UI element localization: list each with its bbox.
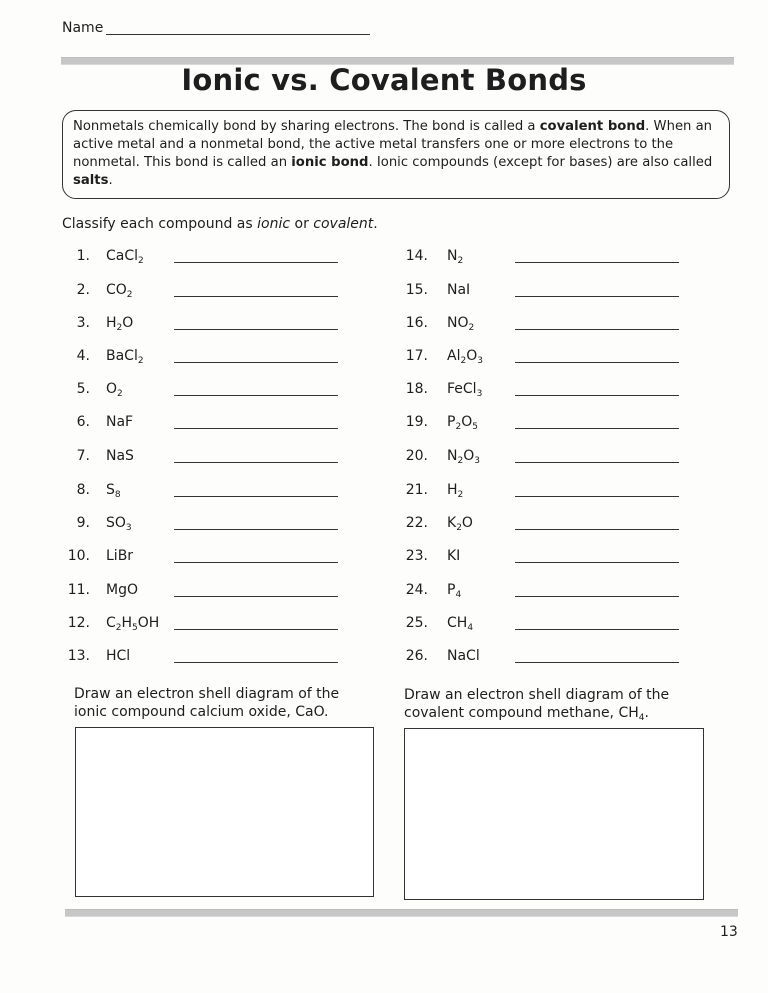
formula-text: O — [463, 448, 475, 464]
cao-diagram-box[interactable] — [75, 727, 374, 897]
answer-line[interactable] — [515, 529, 679, 530]
formula-text: SO — [106, 515, 126, 531]
compound-formula — [447, 515, 473, 531]
intro-text-1: Nonmetals chemically bond by sharing electrons. The bond is called a — [73, 119, 540, 134]
question-number: 14. — [405, 248, 428, 264]
formula-text: N — [447, 248, 458, 264]
formula-text: NaS — [106, 448, 134, 464]
compound-formula — [447, 414, 478, 430]
formula-subscript: 2 — [457, 490, 464, 500]
compound-formula — [447, 448, 480, 464]
formula-text: Al — [447, 348, 461, 364]
formula-subscript: 3 — [476, 389, 483, 399]
answer-line[interactable] — [174, 428, 338, 429]
formula-text: OH — [137, 615, 160, 631]
draw-prompt-right-line2-text: covalent compound methane, CH — [404, 705, 639, 721]
question-number: 11. — [67, 582, 90, 598]
formula-text: P — [447, 414, 456, 430]
answer-line[interactable] — [174, 362, 338, 363]
formula-text: NaF — [106, 414, 134, 430]
intro-box — [62, 110, 730, 199]
question-number: 23. — [405, 548, 428, 564]
draw-prompt-right-line2-suffix: . — [644, 705, 649, 721]
question-number: 8. — [76, 482, 90, 498]
answer-line[interactable] — [515, 428, 679, 429]
question-number: 21. — [405, 482, 428, 498]
formula-subscript: 2 — [457, 256, 464, 266]
question-number: 10. — [67, 548, 90, 564]
formula-text: N — [447, 448, 458, 464]
formula-text: NaCl — [447, 648, 480, 664]
compound-formula — [106, 282, 133, 298]
instructions-suffix: . — [373, 216, 378, 232]
answer-line[interactable] — [515, 296, 679, 297]
answer-line[interactable] — [174, 262, 338, 263]
formula-text: H — [447, 482, 458, 498]
formula-text: KI — [447, 548, 461, 564]
name-field[interactable] — [106, 34, 370, 35]
formula-subscript: 3 — [125, 523, 132, 533]
name-label: Name — [62, 20, 104, 36]
compound-formula — [106, 381, 123, 397]
question-number: 16. — [405, 315, 428, 331]
question-number: 6. — [76, 414, 90, 430]
answer-line[interactable] — [515, 362, 679, 363]
question-number: 18. — [405, 381, 428, 397]
answer-line[interactable] — [515, 662, 679, 663]
formula-subscript: 2 — [460, 356, 467, 366]
compound-formula — [106, 515, 132, 531]
draw-prompt-right-line2-sub: 4 — [638, 713, 645, 723]
question-number: 9. — [76, 515, 90, 531]
compound-formula — [106, 248, 144, 264]
compound-formula — [106, 448, 134, 464]
formula-text: H — [106, 315, 117, 331]
answer-line[interactable] — [515, 596, 679, 597]
answer-line[interactable] — [174, 596, 338, 597]
instructions — [62, 216, 378, 232]
compound-formula — [106, 548, 133, 564]
instructions-term-covalent: covalent — [313, 216, 374, 232]
answer-line[interactable] — [174, 629, 338, 630]
page-title: Ionic vs. Covalent Bonds — [181, 63, 587, 97]
draw-prompt-right-line1: Draw an electron shell diagram of the — [404, 687, 670, 703]
answer-line[interactable] — [515, 262, 679, 263]
answer-line[interactable] — [174, 395, 338, 396]
question-number: 1. — [76, 248, 90, 264]
formula-text: NaI — [447, 282, 471, 298]
formula-text: S — [106, 482, 115, 498]
compound-formula — [447, 282, 470, 298]
formula-subscript: 8 — [114, 490, 121, 500]
compound-formula — [447, 348, 483, 364]
ch4-diagram-box[interactable] — [404, 728, 704, 900]
formula-subscript: 2 — [468, 323, 475, 333]
question-number: 20. — [405, 448, 428, 464]
formula-text: O — [466, 348, 478, 364]
page-number: 13 — [720, 924, 738, 940]
formula-text: O — [461, 515, 473, 531]
compound-formula — [106, 414, 133, 430]
answer-line[interactable] — [174, 662, 338, 663]
compound-formula — [447, 648, 480, 664]
compound-formula — [447, 248, 463, 264]
formula-subscript: 3 — [474, 456, 480, 466]
formula-subscript: 2 — [115, 623, 122, 633]
formula-subscript: 4 — [455, 590, 462, 600]
question-number: 13. — [67, 648, 90, 664]
compound-formula — [447, 482, 463, 498]
question-number: 3. — [76, 315, 90, 331]
formula-text: O — [461, 414, 473, 430]
formula-text: BaCl — [106, 348, 138, 364]
compound-formula — [106, 615, 159, 631]
formula-subscript: 5 — [132, 623, 138, 633]
formula-text: O — [122, 315, 134, 331]
draw-prompt-right — [404, 686, 669, 722]
compound-formula — [106, 348, 144, 364]
question-number: 19. — [405, 414, 428, 430]
formula-text: K — [447, 515, 457, 531]
formula-text: P — [447, 582, 456, 598]
formula-text: CaCl — [106, 248, 139, 264]
question-number: 7. — [76, 448, 90, 464]
compound-formula — [447, 315, 474, 331]
question-number: 26. — [405, 648, 428, 664]
formula-subscript: 4 — [467, 623, 474, 633]
formula-subscript: 2 — [117, 389, 123, 399]
answer-line[interactable] — [515, 462, 679, 463]
formula-subscript: 2 — [456, 523, 462, 533]
formula-subscript: 2 — [138, 256, 144, 266]
question-number: 17. — [405, 348, 428, 364]
answer-line[interactable] — [515, 562, 679, 563]
compound-formula — [447, 381, 482, 397]
answer-line[interactable] — [174, 296, 338, 297]
question-number: 15. — [405, 282, 428, 298]
answer-line[interactable] — [174, 529, 338, 530]
instructions-term-ionic: ionic — [257, 216, 291, 232]
formula-text: MgO — [106, 582, 138, 598]
formula-subscript: 2 — [126, 290, 133, 300]
formula-text: H — [121, 615, 133, 631]
answer-line[interactable] — [174, 462, 338, 463]
intro-text-2: . When an active metal and a nonmetal bond, the active metal transfers one or more electrons to the nonmetal. This bond is called an — [73, 119, 713, 170]
formula-subscript: 3 — [477, 356, 483, 366]
intro-text-4: . — [108, 173, 113, 188]
formula-text: FeCl — [447, 381, 477, 397]
instructions-prefix: Classify each compound as — [62, 216, 258, 232]
draw-prompt-left-line2: ionic compound calcium oxide, CaO. — [74, 704, 329, 720]
answer-line[interactable] — [515, 329, 679, 330]
compound-formula — [447, 548, 460, 564]
answer-line[interactable] — [515, 395, 679, 396]
question-number: 24. — [405, 582, 428, 598]
question-number: 25. — [405, 615, 428, 631]
question-number: 4. — [76, 348, 90, 364]
question-number: 12. — [67, 615, 90, 631]
term-ionic-bond: ionic bond — [291, 155, 369, 170]
answer-line[interactable] — [515, 496, 679, 497]
compound-formula — [447, 582, 461, 598]
compound-formula — [106, 648, 130, 664]
formula-text: CH — [447, 615, 468, 631]
formula-text: CO — [106, 282, 127, 298]
term-covalent-bond: covalent bond — [539, 119, 646, 134]
formula-text: O — [106, 381, 118, 397]
formula-text: C — [106, 615, 116, 631]
term-salts: salts — [73, 173, 109, 188]
answer-line[interactable] — [174, 496, 338, 497]
formula-text: NO — [447, 315, 469, 331]
instructions-or: or — [290, 216, 314, 232]
formula-text: HCl — [106, 648, 131, 664]
intro-text-3: . Ionic compounds (except for bases) are also called — [368, 155, 713, 170]
compound-formula — [106, 482, 121, 498]
formula-subscript: 5 — [472, 422, 478, 432]
answer-line[interactable] — [515, 629, 679, 630]
compound-formula — [447, 615, 473, 631]
formula-subscript: 2 — [116, 323, 123, 333]
draw-prompt-left-line1: Draw an electron shell diagram of the — [74, 686, 340, 702]
formula-subscript: 2 — [137, 356, 144, 366]
draw-prompt-left — [74, 685, 339, 721]
draw-prompt-right-line2 — [404, 704, 669, 722]
bottom-divider — [65, 909, 738, 917]
formula-subscript: 2 — [457, 456, 464, 466]
question-number: 5. — [76, 381, 90, 397]
answer-line[interactable] — [174, 329, 338, 330]
question-number: 2. — [76, 282, 90, 298]
compound-formula — [106, 582, 138, 598]
formula-text: LiBr — [106, 548, 134, 564]
formula-subscript: 2 — [455, 422, 462, 432]
answer-line[interactable] — [174, 562, 338, 563]
question-number: 22. — [405, 515, 428, 531]
compound-formula — [106, 315, 133, 331]
